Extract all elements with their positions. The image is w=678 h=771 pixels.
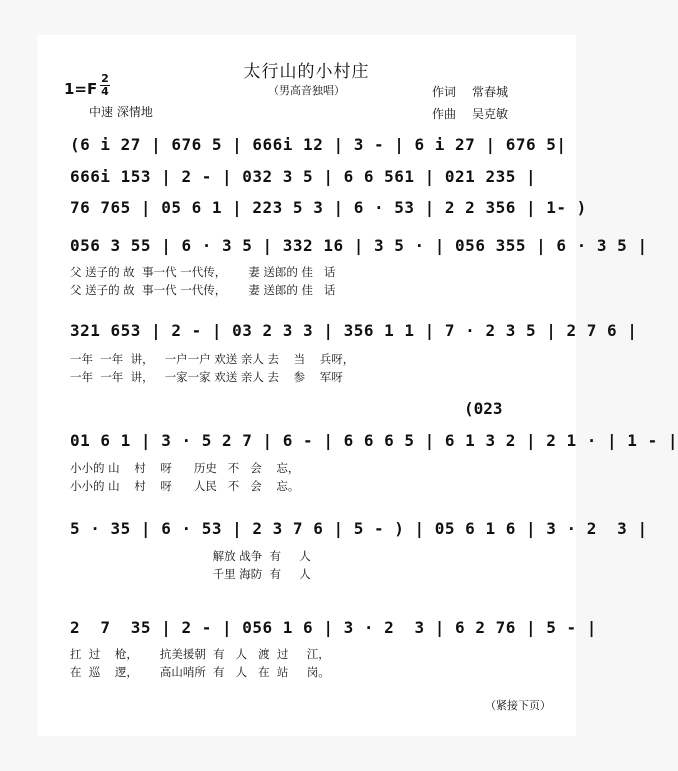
- notation-line-6: 01 6 1 | 3 · 5 2 7 | 6 - | 6 6 6 5 | 6 1 3 2 | 2 1 · | 1 - |: [70, 431, 678, 450]
- continued-note: （紧接下页）: [485, 699, 551, 712]
- composer-name: 吴克敏: [472, 107, 509, 121]
- time-signature-bottom: 4: [101, 85, 109, 98]
- composer-role: 作曲: [432, 107, 457, 121]
- lyric-line-6b: 小小的 山 村 呀 人民 不 会 忘。: [70, 479, 300, 493]
- tempo-marking: 中速 深情地: [89, 105, 153, 119]
- lyric-line-7b: 千里 海防 有 人: [70, 567, 311, 581]
- notation-line-5: 321 653 | 2 - | 03 2 3 3 | 356 1 1 | 7 · 2 3 5 | 2 7 6 |: [70, 321, 638, 340]
- lyric-line-4a: 父 送子的 故 事一代 一代传， 妻 送郎的 佳 话: [70, 265, 336, 279]
- lyricist-role: 作词: [432, 85, 457, 99]
- notation-line-7: 5 · 35 | 6 · 53 | 2 3 7 6 | 5 - ) | 05 6 1 6 | 3 · 2 3 |: [70, 519, 648, 538]
- credits: [432, 81, 508, 125]
- composer-line: [432, 103, 508, 125]
- notation-line-8: 2 7 35 | 2 - | 056 1 6 | 3 · 2 3 | 6 2 76 | 5 - |: [70, 618, 597, 637]
- time-signature: [100, 74, 110, 97]
- lyric-line-4b: 父 送子的 故 事一代 一代传， 妻 送郎的 佳 话: [70, 283, 336, 297]
- song-subtitle: （男高音独唱）: [268, 84, 345, 97]
- lyric-line-8a: 扛 过 枪， 抗美援朝 有 人 渡 过 江，: [70, 647, 330, 661]
- lyric-line-5a: 一年 一年 讲， 一户一户 欢送 亲人 去 当 兵呀，: [70, 352, 355, 366]
- notation-line-4: 056 3 55 | 6 · 3 5 | 332 16 | 3 5 · | 056 355 | 6 · 3 5 |: [70, 236, 648, 255]
- lyric-line-8b: 在 巡 逻， 高山哨所 有 人 在 站 岗。: [70, 665, 330, 679]
- notation-line-1: (6 i 27 | 676 5 | 666i 12 | 3 - | 6 i 27 | 676 5|: [70, 135, 567, 154]
- time-signature-top: 2: [101, 72, 109, 85]
- song-title: 太行山的小村庄: [243, 62, 370, 82]
- lyricist-line: [432, 81, 508, 103]
- lyric-line-7a: 解放 战争 有 人: [70, 549, 311, 563]
- pickup-notes: (023: [464, 399, 503, 418]
- lyric-line-5b: 一年 一年 讲， 一家一家 欢送 亲人 去 参 军呀: [70, 370, 343, 384]
- notation-line-3: 76 765 | 05 6 1 | 223 5 3 | 6 · 53 | 2 2 356 | 1- ): [70, 198, 587, 217]
- key-signature: 1=F: [64, 80, 98, 98]
- lyric-line-6a: 小小的 山 村 呀 历史 不 会 忘，: [70, 461, 300, 475]
- notation-line-2: 666i 153 | 2 - | 032 3 5 | 6 6 561 | 021 235 |: [70, 167, 537, 186]
- sheet-music-page: [37, 35, 678, 736]
- lyricist-name: 常春城: [472, 85, 509, 99]
